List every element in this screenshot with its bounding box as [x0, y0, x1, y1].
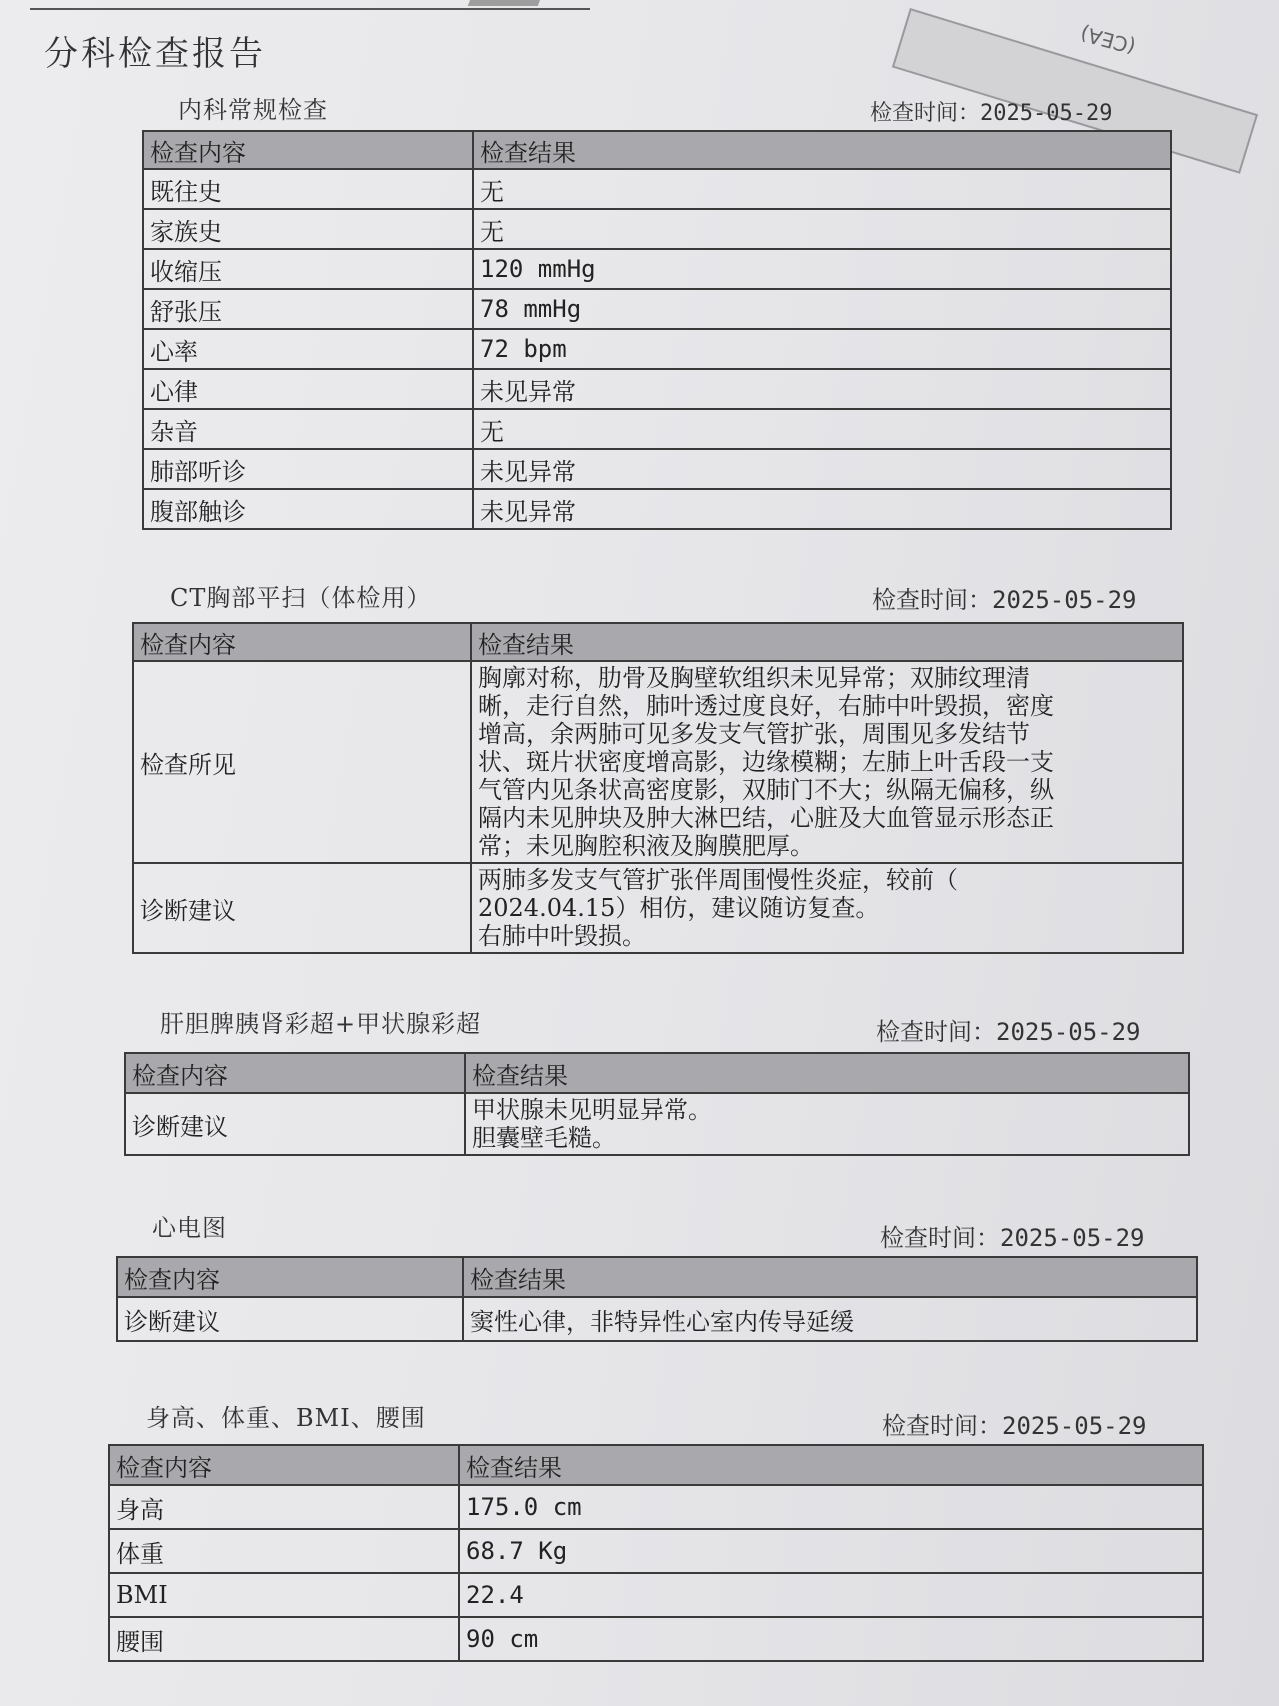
row-item: 体重: [109, 1529, 459, 1573]
row-item: 肺部听诊: [143, 449, 473, 489]
table-row: [125, 1093, 1189, 1155]
row-result: 无: [473, 409, 1171, 449]
header-item: 检查内容: [133, 623, 471, 661]
row-result: 22.4: [459, 1573, 1203, 1617]
row-result: 无: [473, 209, 1171, 249]
ultrasound-diagnosis-line: 胆囊壁毛糙。: [472, 1124, 616, 1152]
row-item: 收缩压: [143, 249, 473, 289]
section-title-ecg: 心电图: [152, 1214, 227, 1242]
row-item: 诊断建议: [125, 1093, 465, 1155]
section-time-body: 检查时间：2025-05-29: [882, 1412, 1147, 1440]
header-item: 检查内容: [143, 131, 473, 169]
row-item: 家族史: [143, 209, 473, 249]
ct-findings-line: 常；未见胸腔积液及胸膜肥厚。: [478, 832, 814, 860]
row-result: 未见异常: [473, 489, 1171, 529]
header-result: 检查结果: [459, 1445, 1203, 1485]
top-rule: [30, 8, 590, 10]
header-item: 检查内容: [109, 1445, 459, 1485]
ct-diagnosis-line: 右肺中叶毁损。: [478, 922, 646, 950]
ct-findings-line: 气管内见条状高密度影，双肺门不大；纵隔无偏移，纵: [478, 776, 1054, 804]
table-row: [109, 1617, 1203, 1661]
ct-diagnosis-line: 2024.04.15）相仿，建议随访复查。: [478, 894, 880, 922]
row-item: 诊断建议: [133, 863, 471, 953]
table-row: [109, 1485, 1203, 1529]
ct-findings-line: 胸廓对称，肋骨及胸壁软组织未见异常；双肺纹理清: [478, 664, 1030, 692]
row-item: 心律: [143, 369, 473, 409]
table-internal: [142, 130, 1172, 530]
row-item: 杂音: [143, 409, 473, 449]
section-title-ultrasound: 肝胆脾胰肾彩超+甲状腺彩超: [160, 1010, 482, 1038]
row-result: 78 mmHg: [473, 289, 1171, 329]
row-result: 120 mmHg: [473, 249, 1171, 289]
table-ultrasound: [124, 1052, 1190, 1156]
row-item: 既往史: [143, 169, 473, 209]
ct-diagnosis-line: 两肺多发支气管扩张伴周围慢性炎症，较前（: [478, 866, 958, 894]
table-row: [109, 1573, 1203, 1617]
row-item: BMI: [109, 1573, 459, 1617]
section-time-internal: 检查时间：2025-05-29: [870, 101, 1113, 126]
row-item: 心率: [143, 329, 473, 369]
table-header-row: [117, 1257, 1197, 1297]
ultrasound-diagnosis: [465, 1093, 1189, 1155]
top-scrap: [468, 0, 542, 6]
table-header-row: [109, 1445, 1203, 1485]
ct-findings: [471, 661, 1183, 863]
ct-findings-line: 状、斑片状密度增高影，边缘模糊；左肺上叶舌段一支: [478, 748, 1054, 776]
table-ct: [132, 622, 1184, 954]
table-header-row: [143, 131, 1171, 169]
table-row: [133, 661, 1183, 863]
row-item: 身高: [109, 1485, 459, 1529]
header-item: 检查内容: [117, 1257, 463, 1297]
header-result: 检查结果: [463, 1257, 1197, 1297]
table-row: [109, 1529, 1203, 1573]
table-row: [143, 369, 1171, 409]
section-time-ultrasound: 检查时间：2025-05-29: [876, 1018, 1141, 1046]
row-result: 68.7 Kg: [459, 1529, 1203, 1573]
section-time-ct: 检查时间：2025-05-29: [872, 586, 1137, 614]
row-item: 腹部触诊: [143, 489, 473, 529]
row-result: 无: [473, 169, 1171, 209]
table-row: [133, 863, 1183, 953]
header-result: 检查结果: [471, 623, 1183, 661]
row-item: 检查所见: [133, 661, 471, 863]
section-time-ecg: 检查时间：2025-05-29: [880, 1224, 1145, 1252]
row-item: 腰围: [109, 1617, 459, 1661]
table-row: [143, 329, 1171, 369]
ultrasound-diagnosis-line: 甲状腺未见明显异常。: [472, 1096, 712, 1124]
ct-diagnosis: [471, 863, 1183, 953]
row-result: 90 cm: [459, 1617, 1203, 1661]
section-title-ct: CT胸部平扫（体检用）: [170, 584, 432, 612]
table-row: [143, 169, 1171, 209]
stamp-text: (CEA): [1077, 21, 1139, 59]
table-row: [143, 289, 1171, 329]
header-item: 检查内容: [125, 1053, 465, 1093]
table-row: [143, 489, 1171, 529]
ct-findings-line: 隔内未见肿块及肿大淋巴结，心脏及大血管显示形态正: [478, 804, 1054, 832]
table-row: [117, 1297, 1197, 1341]
row-item: 诊断建议: [117, 1297, 463, 1341]
row-result: 72 bpm: [473, 329, 1171, 369]
table-header-row: [125, 1053, 1189, 1093]
table-body: [108, 1444, 1204, 1662]
table-row: [143, 449, 1171, 489]
header-result: 检查结果: [465, 1053, 1189, 1093]
table-row: [143, 249, 1171, 289]
ct-findings-line: 晰，走行自然，肺叶透过度良好，右肺中叶毁损，密度: [478, 692, 1054, 720]
ecg-diagnosis: 窦性心律，非特异性心室内传导延缓: [463, 1297, 1197, 1341]
row-result: 175.0 cm: [459, 1485, 1203, 1529]
header-result: 检查结果: [473, 131, 1171, 169]
row-result: 未见异常: [473, 369, 1171, 409]
section-title-body: 身高、体重、BMI、腰围: [146, 1404, 426, 1432]
page-title: 分科检查报告: [44, 34, 266, 74]
ct-findings-line: 增高，余两肺可见多发支气管扩张，周围见多发结节: [478, 720, 1030, 748]
row-item: 舒张压: [143, 289, 473, 329]
table-header-row: [133, 623, 1183, 661]
table-row: [143, 409, 1171, 449]
table-ecg: [116, 1256, 1198, 1342]
row-result: 未见异常: [473, 449, 1171, 489]
section-title-internal: 内科常规检查: [178, 96, 328, 124]
table-row: [143, 209, 1171, 249]
